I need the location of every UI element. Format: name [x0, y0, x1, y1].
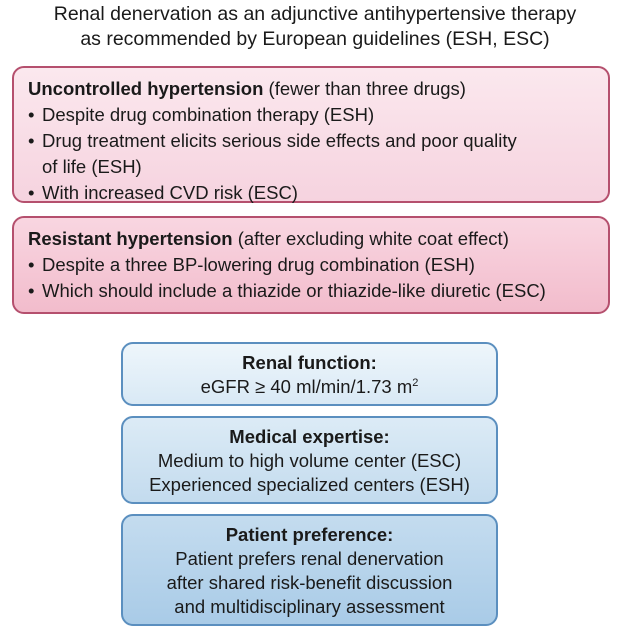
uncontrolled-heading-qualifier: (fewer than three drugs) — [263, 78, 466, 99]
renal-function-heading: Renal function: — [242, 352, 377, 373]
medical-expertise-heading: Medical expertise: — [229, 426, 390, 447]
uncontrolled-heading — [28, 76, 596, 102]
preference-line: Patient prefers renal denervation — [175, 548, 444, 569]
patient-preference-box — [121, 514, 498, 626]
preference-line: and multidisciplinary assessment — [174, 596, 445, 617]
bullet-text-continuation: of life (ESH) — [42, 156, 142, 177]
bullet-text: Drug treatment elicits serious side effects and poor quality — [42, 130, 517, 151]
title-line-2: as recommended by European guidelines (ESH, ESC) — [80, 28, 550, 50]
patient-preference-heading: Patient preference: — [225, 524, 394, 545]
renal-function-value — [123, 375, 496, 399]
expertise-line: Experienced specialized centers (ESH) — [149, 474, 470, 495]
uncontrolled-hypertension-box — [12, 66, 610, 203]
list-item — [28, 252, 596, 278]
bullet-icon: • — [28, 130, 35, 151]
bullet-icon: • — [28, 254, 35, 275]
resistant-heading-qualifier: (after excluding white coat effect) — [232, 228, 509, 249]
bullet-icon: • — [28, 182, 35, 203]
preference-line: after shared risk-benefit discussion — [166, 572, 453, 593]
title-line-1: Renal denervation as an adjunctive antihypertensive therapy — [53, 3, 577, 25]
list-item — [28, 278, 596, 304]
bullet-text: Which should include a thiazide or thiazide-like diuretic (ESC) — [42, 280, 546, 301]
renal-function-box — [121, 342, 498, 406]
bullet-text: Despite drug combination therapy (ESH) — [42, 104, 375, 125]
figure-title — [0, 2, 630, 52]
bullet-icon: • — [28, 280, 35, 301]
bullet-icon: • — [28, 104, 35, 125]
list-item — [28, 180, 596, 206]
bullet-text-wrapped — [42, 128, 517, 180]
bullet-text: Despite a three BP-lowering drug combination (ESH) — [42, 254, 475, 275]
medical-expertise-box — [121, 416, 498, 504]
bullet-text: With increased CVD risk (ESC) — [42, 182, 298, 203]
uncontrolled-heading-title: Uncontrolled hypertension — [28, 78, 264, 99]
list-item — [28, 102, 596, 128]
egfr-threshold: eGFR ≥ 40 ml/min/1.73 m — [200, 376, 413, 397]
resistant-heading — [28, 226, 596, 252]
resistant-hypertension-box — [12, 216, 610, 314]
resistant-heading-title: Resistant hypertension — [28, 228, 233, 249]
list-item — [28, 128, 596, 180]
expertise-line: Medium to high volume center (ESC) — [157, 450, 462, 471]
egfr-unit-superscript: 2 — [412, 376, 419, 389]
